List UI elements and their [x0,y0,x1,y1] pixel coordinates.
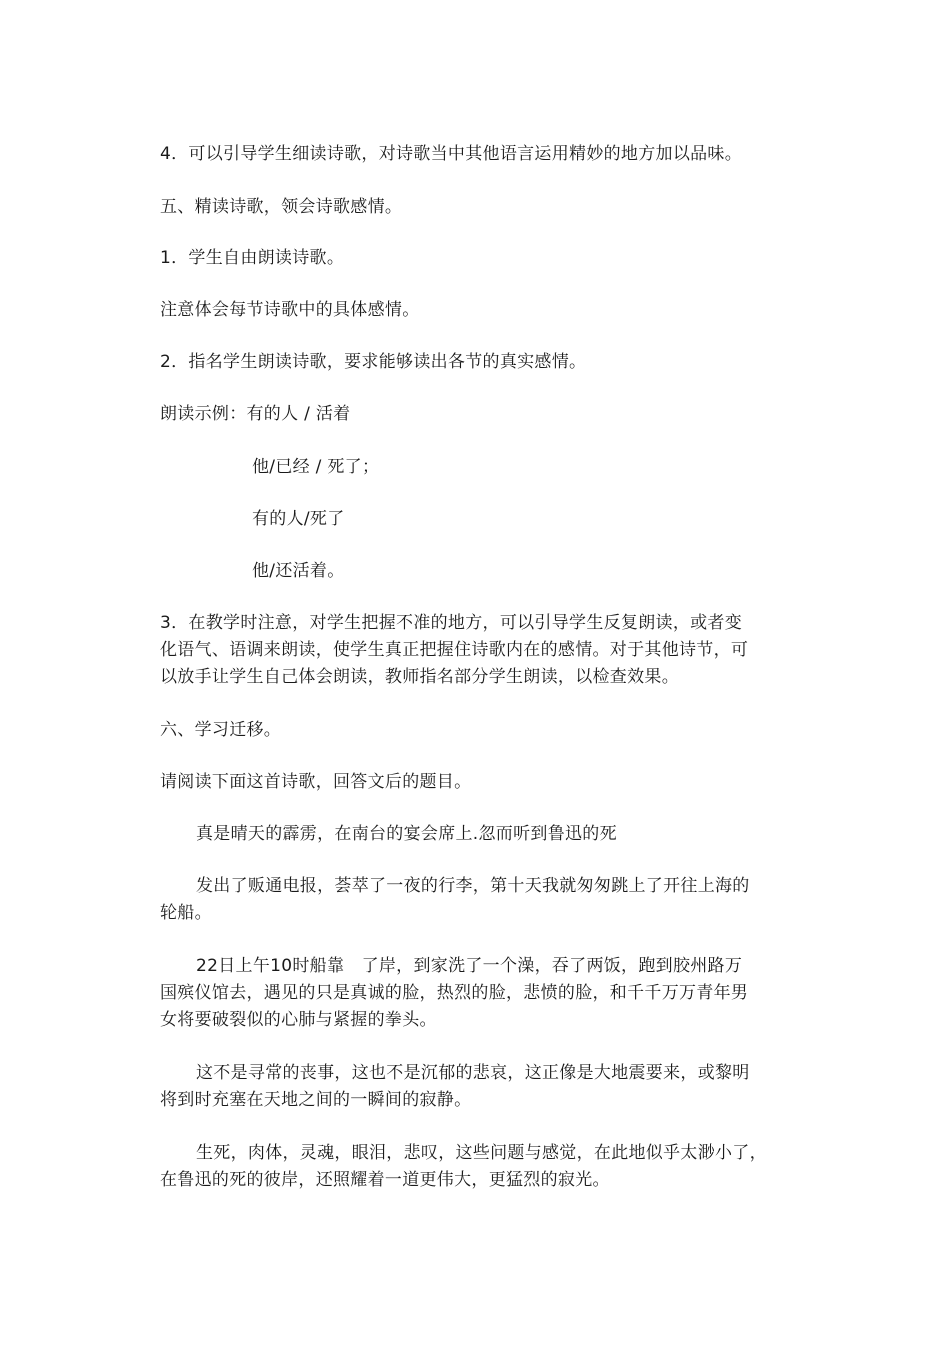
text-line-3-item-b: 化语气、语调来朗读，使学生真正把握住诗歌内在的感情。对于其他诗节，可 [160,640,749,660]
passage-line-2a: 发出了贩通电报，荟萃了一夜的行李，第十天我就匆匆跳上了开往上海的 [196,876,750,896]
reading-example-line: 朗读示例：有的人 / 活着 [160,404,351,424]
passage-line-5b: 在鲁迅的死的彼岸，还照耀着一道更伟大，更猛烈的寂光。 [160,1170,610,1190]
section-heading-6: 六、学习迁移。 [160,720,282,740]
text-line-4-item: 4．可以引导学生细读诗歌，对诗歌当中其他语言运用精妙的地方加以品味。 [160,144,743,164]
poem-line-2: 他/已经 / 死了； [252,457,380,477]
text-line-2-item: 2．指名学生朗读诗歌，要求能够读出各节的真实感情。 [160,352,587,372]
text-line-note: 注意体会每节诗歌中的具体感情。 [160,300,420,320]
passage-line-1: 真是晴天的霹雳，在南台的宴会席上.忽而听到鲁迅的死 [196,824,617,844]
text-line-3-item-a: 3．在教学时注意，对学生把握不准的地方，可以引导学生反复朗读，或者变 [160,613,743,633]
passage-line-4a: 这不是寻常的丧事，这也不是沉郁的悲哀，这正像是大地震要来，或黎明 [196,1063,750,1083]
text-line-3-item-c: 以放手让学生自己体会朗读，教师指名部分学生朗读，以检查效果。 [160,667,679,687]
passage-line-3b: 国殡仪馆去，遇见的只是真诚的脸，热烈的脸，悲愤的脸，和千千万万青年男 [160,983,749,1003]
passage-line-3c: 女将要破裂似的心肺与紧握的拳头。 [160,1010,437,1030]
passage-line-4b: 将到时充塞在天地之间的一瞬间的寂静。 [160,1090,472,1110]
passage-line-3a: 22日上午10时船靠 了岸，到家洗了一个澡，吞了两饭，跑到胶州路万 [196,956,743,976]
section-heading-5: 五、精读诗歌，领会诗歌感情。 [160,197,403,217]
passage-line-5a: 生死，肉体，灵魂，眼泪，悲叹，这些问题与感觉，在此地似乎太渺小了， [196,1143,767,1163]
poem-line-3: 有的人/死了 [252,509,345,529]
text-line-1-item: 1．学生自由朗读诗歌。 [160,248,345,268]
passage-line-2b: 轮船。 [160,903,212,923]
poem-line-4: 他/还活着。 [252,561,345,581]
text-line-instruction: 请阅读下面这首诗歌，回答文后的题目。 [160,772,472,792]
